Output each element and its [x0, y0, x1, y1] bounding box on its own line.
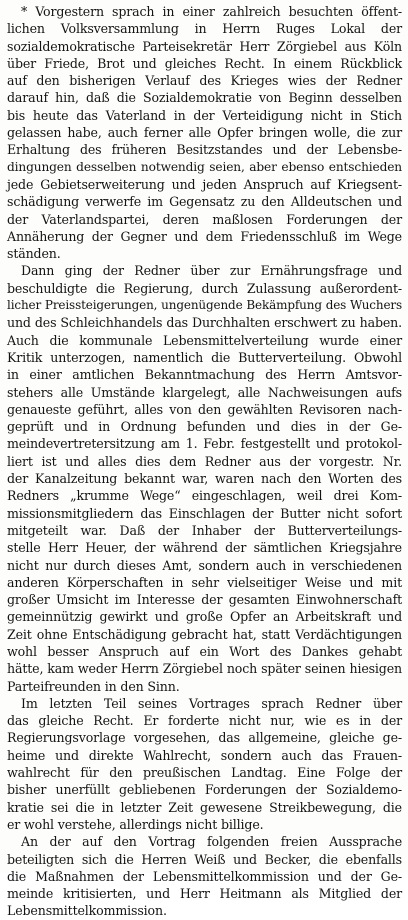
text-line: Parteifreunden in den Sinn. — [7, 678, 180, 694]
article-paragraph-3 — [7, 695, 402, 833]
text-line: gemeinnützig gewirkt und große Opfer an Arbeitskraft und — [7, 609, 402, 625]
text-line: großer Umsicht im Interesse der gesamten Einwohnerschaft — [7, 592, 402, 608]
text-line: und des Schleichhandels das Durchhalten erschwert zu haben. — [7, 315, 402, 331]
text-line: kratie sei die in letzter Zeit gewesene Streikbewegung, die — [7, 799, 402, 815]
text-line: genaueste geführt, alles von den gewählten Revisoren nach- — [7, 401, 402, 417]
text-line: Regierungsvorlage vorgesehen, das allgemeine, gleiche ge- — [7, 730, 402, 746]
text-line: anderen Körperschaften in sehr vielseitiger Weise und mit — [7, 574, 402, 590]
text-line: Zeit ohne Entschädigung gebracht hat, statt Verdächtigungen — [7, 626, 402, 642]
text-line: An der auf den Vortrag folgenden freien Aussprache — [21, 834, 402, 850]
text-line: hätte, kam weder Herrn Zörgiebel noch später seinen hiesigen — [7, 661, 402, 677]
text-line: geprüft und in Ordnung befunden und dies in der Ge- — [7, 419, 402, 435]
text-line: stelle Herr Heuer, der während der sämtlichen Kriegsjahre — [7, 540, 402, 556]
text-line: wahlrecht für den preußischen Landtag. Eine Folge der — [7, 765, 402, 781]
article-paragraph-2 — [7, 262, 402, 694]
text-line: das gleiche Recht. Er forderte nicht nur, wie es in der — [7, 713, 402, 729]
text-line: beteiligten sich die Herren Weiß und Becker, die ebenfalls — [7, 851, 402, 867]
text-line: er wohl verstehe, allerdings nicht billige. — [7, 816, 264, 832]
text-line: Auch die kommunale Lebensmittelverteilung wurde einer — [7, 332, 402, 348]
text-line: licher Preissteigerungen, ungenügende Bekämpfung des Wuchers — [7, 298, 402, 313]
text-line: Kritik unterzogen, namentlich die Butterverteilung. Obwohl — [7, 349, 402, 365]
text-line: über Friede, Brot und gleiches Recht. In einem Rückblick — [7, 55, 402, 71]
text-line: nicht nur durch dieses Amt, sondern auch in verschiedenen — [7, 557, 402, 573]
text-line: sozialdemokratische Parteisekretär Herr Zörgiebel aus Köln — [7, 38, 402, 54]
text-line: missionsmitgliedern das Einschlagen der Butter nicht sofort — [7, 505, 402, 521]
text-line: darauf hin, daß die Sozialdemokratie von Beginn desselben — [7, 90, 402, 106]
article-paragraph-4 — [7, 833, 402, 919]
text-line: liert ist und alles dies dem Redner aus der vorgestr. Nr. — [7, 453, 402, 469]
text-line: Im letzten Teil seines Vortrages sprach Redner über — [21, 695, 402, 711]
text-line: bis heute das Vaterland in der Verteidigung nicht in Stich — [7, 107, 402, 123]
text-line: Erhaltung des früheren Besitzstandes und der Lebensbe- — [7, 142, 402, 158]
text-line: Redners „krumme Wege“ eingeschlagen, weil drei Kom- — [7, 488, 402, 504]
text-line: * Vorgestern sprach in einer zahlreich besuchten öffent- — [21, 4, 402, 19]
text-line: der Kanalzeitung bekannt war, waren nach den Worten des — [7, 471, 402, 487]
text-line: ständen. — [7, 246, 61, 262]
text-line: dingungen desselben notwendig seien, aber ebenso entschieden — [7, 159, 402, 174]
text-line: gelassen habe, auch ferner alle Opfer bringen wolle, die zur — [7, 125, 402, 141]
text-line: Dann ging der Redner über zur Ernährungsfrage und — [21, 263, 402, 279]
text-line: die Maßnahmen der Lebensmittelkommission und der Ge- — [7, 868, 402, 884]
text-line: bisher unerfüllt gebliebenen Forderungen der Sozialdemo- — [7, 782, 402, 798]
text-line: der Vaterlandspartei, deren maßlosen Forderungen der — [7, 211, 402, 227]
text-line: jede Gebietserweiterung und jeden Anspruch auf Kriegsent- — [7, 176, 402, 192]
text-line: auf den bisherigen Verlauf des Krieges wies der Redner — [7, 73, 402, 89]
text-line: in einer amtlichen Bekanntmachung des Herrn Amtsvor- — [7, 367, 402, 383]
article-paragraph-1 — [7, 3, 402, 262]
text-line: mitgeteilt war. Daß der Inhaber der Butterverteilungs- — [7, 522, 402, 538]
text-line: beschuldigte die Regierung, durch Zulassung außerordent- — [7, 280, 402, 296]
text-line: schädigung verwerfe im Gegensatz zu den Alldeutschen und — [7, 194, 402, 210]
text-line: stehers alle Umstände klargelegt, alle Nachweisungen aufs — [7, 384, 402, 400]
text-line: meinde kritisierten, und Herr Heitmann als Mitglied der — [7, 886, 402, 902]
text-line: meindevertretersitzung am 1. Febr. festgestellt und protokol- — [7, 436, 402, 452]
text-line: lichen Volksversammlung in Herrn Ruges Lokal der — [7, 21, 402, 37]
text-line: Lebensmittelkommission. — [7, 903, 167, 919]
text-line: wohl besser Anspruch auf ein Wort des Dankes gehabt — [7, 643, 402, 659]
text-line: Annäherung der Gegner und dem Friedensschluß im Wege — [7, 228, 402, 244]
text-line: heime und direkte Wahlrecht, sondern auch das Frauen- — [7, 747, 402, 763]
